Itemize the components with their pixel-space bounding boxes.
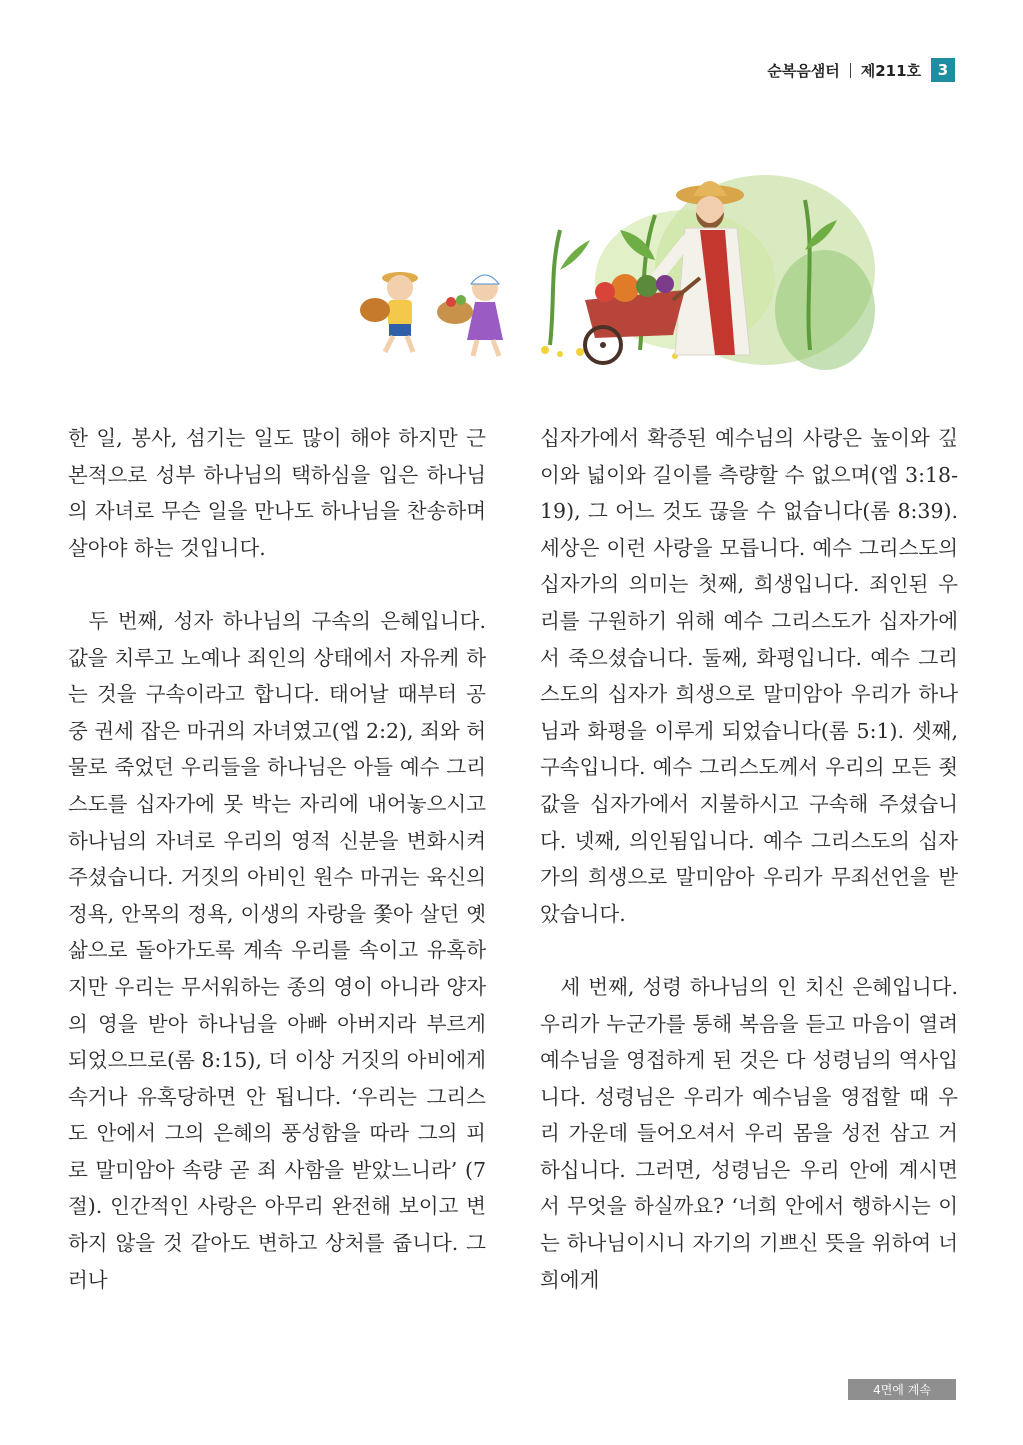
publication-name: 순복음샘터 bbox=[767, 61, 840, 80]
harvest-illustration bbox=[355, 160, 875, 375]
right-paragraph-1: 십자가에서 확증된 예수님의 사랑은 높이와 깊이와 넓이와 길이를 측량할 수 없으며(엡 3:18-19), 그 어느 것도 끊을 수 없습니다(롬 8:39). 세상은 이런 사랑을 모릅니다. 예수 그리스도의 십자가의 의미는 첫째, 희생입니다. 죄인된 우리를 구원하기 위해 예수 그리스도가 십자가에서 죽으셨습니다. 둘째, 화평입니다. 예수 그리스도의 십자가 희생으로 말미암아 우리가 하나님과 화평을 이루게 되었습니다(롬 5:1). 셋째, 구속입니다. 예수 그리스도께서 우리의 모든 죗값을 십자가에서 지불하시고 구속해 주셨습니다. 넷째, 의인됨입니다. 예수 그리스도의 십자가의 희생으로 말미암아 우리가 무죄선언을 받았습니다. bbox=[540, 426, 958, 926]
issue-number: 제211호 bbox=[860, 61, 921, 80]
left-paragraph-2: 두 번째, 성자 하나님의 구속의 은혜입니다. 값을 치루고 노예나 죄인의 상태에서 자유케 하는 것을 구속이라고 합니다. 태어날 때부터 공중 권세 잡은 마귀의 자녀였고(엡 2:2), 죄와 허물로 죽었던 우리들을 하나님은 아들 예수 그리스도를 십자가에 못 박는 자리에 내어놓으시고 하나님의 자녀로 우리의 영적 신분을 변화시켜주셨습니다. 거짓의 아비인 원수 마귀는 육신의 정욕, 안목의 정욕, 이생의 자랑을 쫓아 살던 옛 삶으로 돌아가도록 계속 우리를 속이고 유혹하지만 우리는 무서워하는 종의 영이 아니라 양자의 영을 받아 하나님을 아빠 아버지라 부르게 되었으므로(롬 8:15), 더 이상 거짓의 아비에게 속거나 유혹당하면 안 됩니다. ‘우리는 그리스도 안에서 그의 은혜의 풍성함을 따라 그의 피로 말미암아 속량 곧 죄 사함을 받았느니라’ (7절). 인간적인 사랑은 아무리 완전해 보이고 변하지 않을 것 같아도 변하고 상처를 줍니다. 그러나 bbox=[68, 608, 486, 1292]
page-header bbox=[767, 58, 955, 82]
continued-on-page-tag: 4면에 계속 bbox=[848, 1379, 956, 1400]
page-number-badge: 3 bbox=[931, 58, 955, 82]
right-paragraph-2: 세 번째, 성령 하나님의 인 치신 은혜입니다. 우리가 누군가를 통해 복음을 듣고 마음이 열려 예수님을 영접하게 된 것은 다 성령님의 역사입니다. 성령님은 우리가 예수님을 영접할 때 우리 가운데 들어오셔서 우리 몸을 성전 삼고 거하십니다. 그러면, 성령님은 우리 안에 계시면서 무엇을 하실까요? ‘너희 안에서 행하시는 이는 하나님이시니 자기의 기쁘신 뜻을 위하여 너희에게 bbox=[540, 974, 958, 1292]
left-paragraph-1: 한 일, 봉사, 섬기는 일도 많이 해야 하지만 근본적으로 성부 하나님의 택하심을 입은 하나님의 자녀로 무슨 일을 만나도 하나님을 찬송하며 살아야 하는 것입니다. bbox=[68, 426, 486, 560]
right-column bbox=[540, 420, 958, 1298]
left-column bbox=[68, 420, 486, 1298]
header-divider bbox=[850, 63, 851, 78]
